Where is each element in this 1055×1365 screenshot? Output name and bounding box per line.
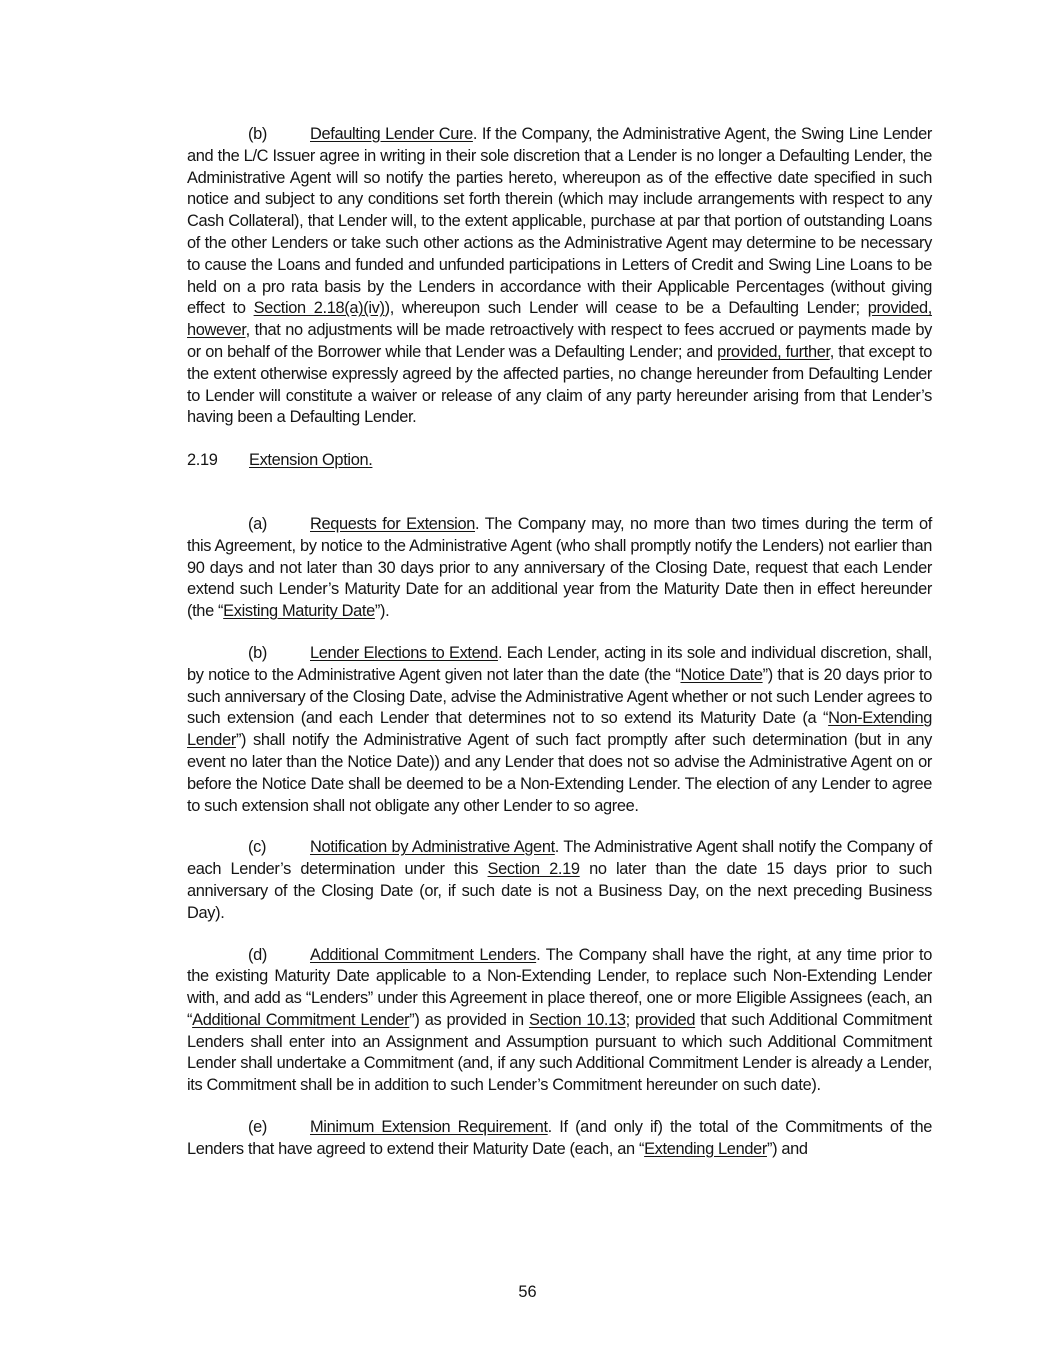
- paragraph-label: (e): [248, 1118, 267, 1137]
- page-number: 56: [518, 1283, 537, 1301]
- section-reference: Section 2.18(a)(iv): [253, 299, 385, 318]
- paragraph-text: ”) that is 20 days prior to such anniversary of the Closing Date, advise the Administrative Agent whether or not such Lender agrees to such extension (and each Lender that determines not to so extend its Maturity Date (a “: [187, 665, 932, 728]
- defined-term: provided: [635, 1010, 696, 1029]
- paragraph-text: ”) as provided in: [409, 1010, 529, 1029]
- paragraph-title: Defaulting Lender Cure: [310, 125, 473, 143]
- paragraph-title: Requests for Extension: [310, 514, 476, 533]
- paragraph-label: (c): [248, 838, 267, 857]
- paragraph-title: Additional Commitment Lenders: [310, 945, 537, 964]
- paragraph-title: Lender Elections to Extend: [310, 643, 498, 662]
- section-number: 2.19: [187, 451, 218, 470]
- paragraph-lender-elections: [187, 643, 932, 817]
- defined-term: provided, however: [187, 299, 932, 340]
- paragraph-text: . If (and only if) the total of the Commitments of the Lenders that have agreed to extend their Maturity Date (each, an “: [187, 1118, 932, 1158]
- paragraph-text: . If the Company, the Administrative Agent, the Swing Line Lender and the L/C Issuer agree in writing in their sole discretion that a Lender is no longer a Defaulting Lender, the Administrative Agent will so notify the parties hereto, whereupon as of the effective date specified in such notice and subject to any conditions set forth therein (which may include arrangements with respect to any Cash Collateral), that Lender will, to the extent applicable, purchase at par that portion of outstanding Loans of the other Lenders or take such other actions as the Administrative Agent may determine to be necessary to cause the Loans and funded and unfunded participations in Letters of Credit and Swing Line Loans to be held on a pro rata basis by the Lenders in accordance with their Applicable Percentages (without giving effect to: [187, 125, 932, 318]
- paragraph-label: (d): [248, 945, 267, 964]
- paragraph-label: (b): [248, 643, 267, 662]
- defined-term: Notice Date: [680, 665, 763, 684]
- paragraph-text: , that no adjustments will be made retroactively with respect to fees accrued or payments made by or on behalf of the Borrower while that Lender was a Defaulting Lender; and: [187, 321, 932, 361]
- paragraph-text: ”).: [374, 602, 390, 621]
- paragraph-text: . The Company shall have the right, at any time prior to the existing Maturity Date applicable to a Non-Extending Lender, to replace such Non-Extending Lender with, and add as “Lenders” under this Agreement in place thereof, one or more Eligible Assignees (each, an “: [187, 945, 933, 1029]
- paragraph-text: that such Additional Commitment Lenders shall enter into an Assignment and Assumption pursuant to which such Additional Commitment Lender shall undertake a Commitment (and, if any such Additional Commitment Lender is already a Lender, its Commitment shall be in addition to such Lender’s Commitment hereunder on such date).: [187, 1010, 932, 1095]
- section-heading: [187, 450, 932, 472]
- paragraph-text: ), whereupon such Lender will cease to be a Defaulting Lender;: [384, 299, 868, 318]
- paragraph-title: Notification by Administrative Agent: [310, 838, 555, 857]
- paragraph-text: ”) and: [766, 1139, 808, 1158]
- paragraph-text: . The Company may, no more than two times during the term of this Agreement, by notice to the Administrative Agent (who shall promptly notify the Lenders) not earlier than 90 days and not later than 30 days prior to any anniversary of the Closing Date, request that each Lender extend such Lender’s Maturity Date for an additional year from the Maturity Date then in effect hereunder (the “: [187, 514, 932, 621]
- defined-term: Non-Extending Lender: [187, 709, 932, 750]
- paragraph-text: ”) shall notify the Administrative Agent of such fact promptly after such determination (but in any event no later than the Notice Date)) and any Lender that does not so advise the Administrative Agent on or before the Notice Date shall be deemed to be a Non-Extending Lender. The election of any Lender to agree to such extension shall not obligate any other Lender to so agree.: [187, 731, 932, 815]
- section-reference: Section 10.13: [528, 1010, 626, 1029]
- section-reference: Section 2.19: [487, 860, 580, 879]
- defined-term: Extending Lender: [644, 1139, 767, 1158]
- paragraph-label: (b): [248, 125, 267, 143]
- paragraph-text: . Each Lender, acting in its sole and individual discretion, shall, by notice to the Administrative Agent given not later than the date (the “: [187, 643, 932, 684]
- paragraph-label: (a): [248, 514, 267, 533]
- paragraph-title: Minimum Extension Requirement: [310, 1118, 548, 1137]
- defined-term: provided, further: [717, 342, 830, 361]
- paragraph-text: no later than the date 15 days prior to such anniversary of the Closing Date (or, if such date is not a Business Day, on the next preceding Business Day).: [187, 860, 932, 922]
- paragraph-notification: [187, 837, 932, 924]
- defined-term: Existing Maturity Date: [223, 602, 375, 621]
- paragraph-defaulting-lender-cure: [187, 124, 932, 429]
- paragraph-text: , that except to the extent otherwise expressly agreed by the affected parties, no change hereunder from Defaulting Lender to Lender will constitute a waiver or release of any claim of any party hereunder arising from that Lender’s having been a Defaulting Lender.: [187, 342, 932, 427]
- paragraph-additional-commitment-lenders: [187, 945, 932, 1098]
- paragraph-minimum-extension: [187, 1117, 932, 1161]
- paragraph-requests-for-extension: [187, 514, 932, 623]
- paragraph-text: ;: [625, 1010, 636, 1029]
- section-title: Extension Option.: [249, 451, 373, 470]
- paragraph-text: . The Administrative Agent shall notify the Company of each Lender’s determination under this: [187, 838, 932, 879]
- document-body: [187, 124, 932, 1161]
- defined-term: Additional Commitment Lender: [192, 1010, 410, 1029]
